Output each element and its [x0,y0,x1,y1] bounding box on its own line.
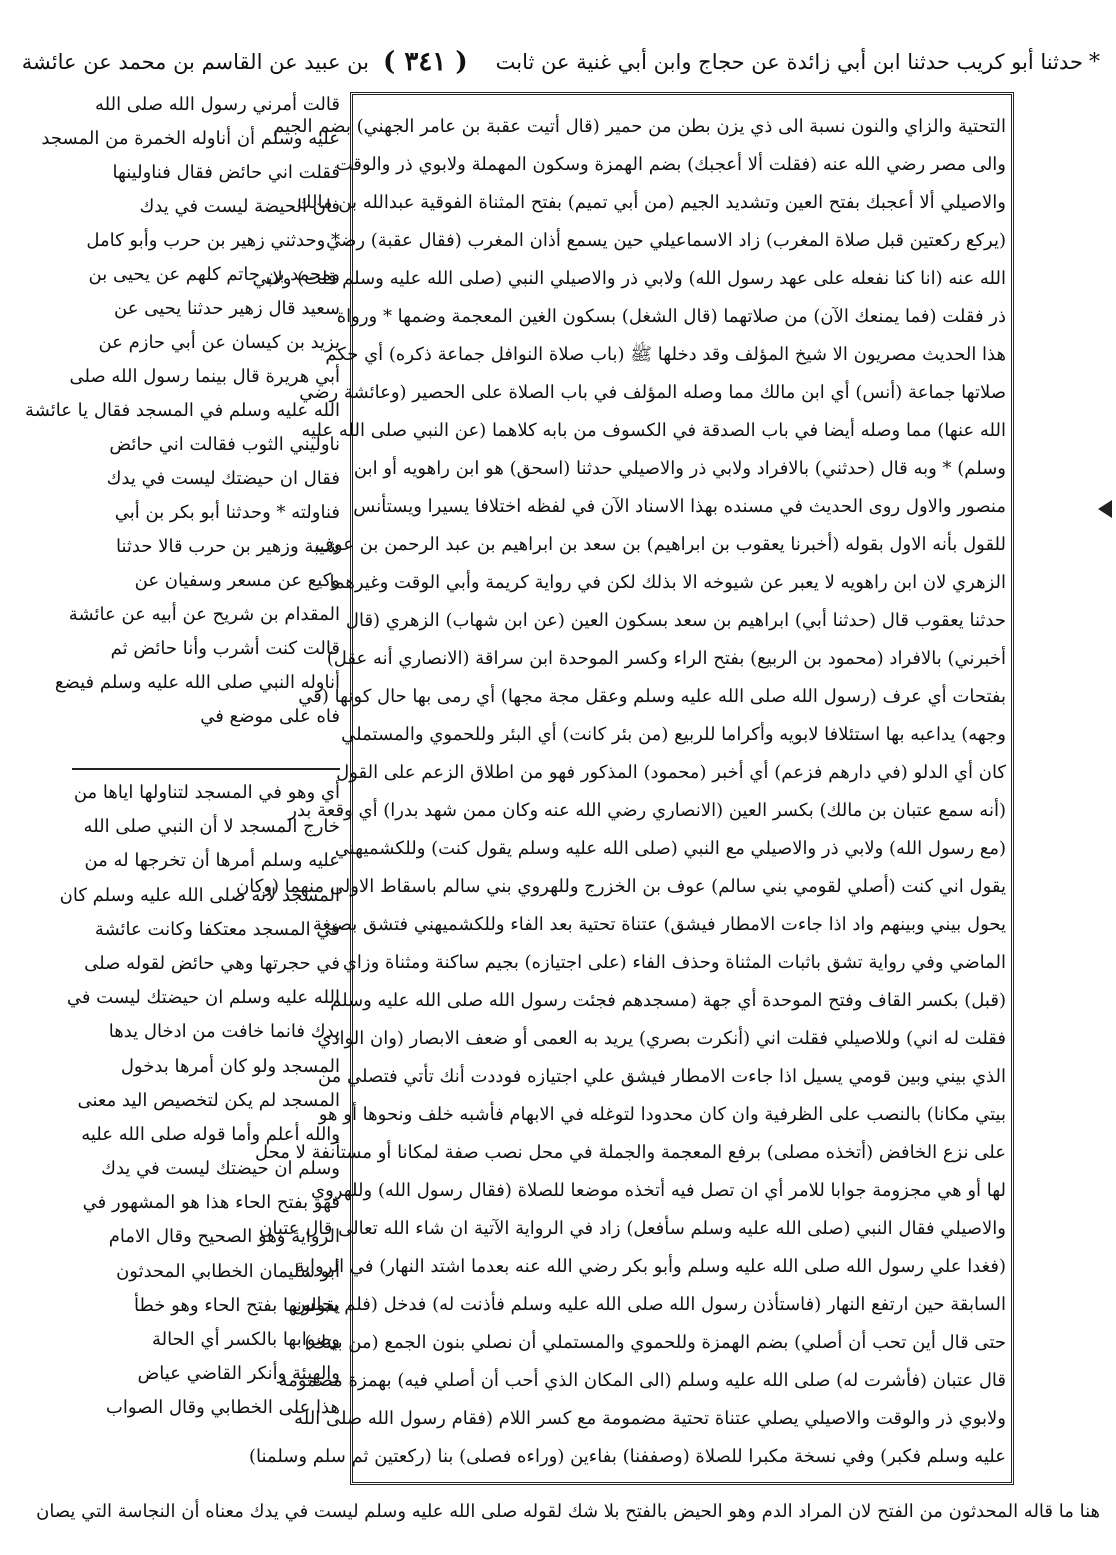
nawawi-line: هذا على الخطابي وقال الصواب [105,1397,340,1419]
commentary-line: هذا الحديث مصريون الا شيخ المؤلف وقد دخلها ﷺ (باب صلاة النوافل جماعة ذكره) أي حكم [325,344,1006,365]
commentary-line: يحول بيني وبينهم واد اذا جاءت الامطار فيشق) عتناة تحتية بعد الفاء وللكشميهني فتشق بصيغة [312,914,1006,935]
nawawi-line: الرواية وهو الصحيح وقال الامام [108,1226,340,1248]
hadith-line: قالت أمرني رسول الله صلى الله [94,94,340,115]
page-footer-line: هنا ما قاله المحدثون من الفتح لان المراد الدم وهو الحيض بالفتح بلا شك لقوله صلى الله عليه وسلم ليست في يدك معناه أن النجاسة التي يصان [36,1501,1100,1522]
nawawi-line: في حجرتها وهي حائض لقوله صلى [84,952,340,974]
commentary-line: حدثنا يعقوب قال (حدثنا أبي) ابراهيم بن سعد بسكون العين (عن ابن شهاب) الزهري (قال [345,610,1006,631]
commentary-line: عليه وسلم فكبر) وفي نسخة مكبرا للصلاة (وصففنا) بفاءين (وراءه فصلى) بنا (ركعتين ثم سلم وسلمنا) [248,1446,1006,1467]
commentary-line: يقول اني كنت (أصلي لقومي بني سالم) عوف بن الخزرج وللهروي بني سالم باسقاط الاولى منهما (وكان [236,876,1006,897]
commentary-line: أخبرني) بالافراد (محمود بن الربيع) بفتح الراء وكسر الموحدة ابن سراقة (الانصاري أنه عقل) [326,648,1006,669]
commentary-line: والاصيلي فقال النبي (صلى الله عليه وسلم سأفعل) زاد في الرواية الآتية ان شاء الله تعالى قال عتبان [259,1218,1006,1239]
nawawi-line: والهيئة وأنكر القاضي عياض [137,1363,340,1385]
commentary-line: الماضي وفي رواية تشق باثبات المثناة وحذف الفاء (على اجتيازه) بجيم ساكنة ومثناة وزاي [342,952,1006,973]
header-right-text: حدثنا أبو كريب حدثنا ابن أبي زائدة عن حجاج وابن أبي غنية عن ثابت [495,50,1083,74]
hadith-line: ناوليني الثوب فقالت اني حائض [109,434,340,455]
commentary-line: السابقة حين ارتفع النهار (فاستأذن رسول الله صلى الله عليه وسلم فأذنت له) فدخل (فلم يجلس [293,1294,1006,1315]
commentary-line: حتى قال أين تحب أن أصلي) بضم الهمزة وللحموي والمستملي أن نصلي بنون الجمع (من بيتك) [304,1332,1006,1353]
header-left-text: بن عبيد عن القاسم بن محمد عن عائشة [21,50,370,74]
nawawi-line: أي وهو في المسجد لتناولها اياها من [73,782,340,803]
commentary-line: (مع رسول الله) ولابي ذر والاصيلي مع النبي (صلى الله عليه وسلم يقول كنت) وللكشميهني [334,838,1006,859]
commentary-line: بيتي مكانا) بالنصب على الظرفية وان كان محدودا لتوغله في الابهام فأشبه خلف ونحوها أو هو [318,1104,1006,1125]
commentary-line: قال عتبان (فأشرت له) صلى الله عليه وسلم (الى المكان الذي أحب أن أصلي فيه) بهمزة مضمومة [278,1370,1006,1391]
commentary-line: منصور والاول روى الحديث في مسنده بهذا الاسناد الآن في لفظه اختلافا يسيرا ويستأنس [353,496,1006,517]
hadith-line: فاه على موضع في [200,706,340,727]
commentary-line: لها أو هي مجزومة جوابا للامر أي ان تصل فيه أتخذه موضعا للصلاة (فقال رسول الله) وللهروي [311,1180,1006,1201]
hadith-line: وكيع عن مسعر وسفيان عن [134,570,340,591]
hadith-line: المقدام بن شريح عن أبيه عن عائشة [68,604,340,625]
hadith-line: قالت كنت أشرب وأنا حائض ثم [110,638,340,659]
hadith-line: يزيد بن كيسان عن أبي حازم عن [98,332,340,353]
commentary-line: صلاتها جماعة (أنس) أي ابن مالك مما وصله المؤلف في باب الصلاة على الحصير (وعائشة رضي [299,382,1006,403]
commentary-line: والى مصر رضي الله عنه (فقلت ألا أعجبك) بضم الهمزة وسكون المهملة ولابوي ذر والوقت [335,154,1006,175]
commentary-line: الذي بيني وبين قومي يسيل اذا جاءت الامطار فيشق علي اجتيازه فوددت أنك تأتي فتصلي من [317,1066,1006,1087]
commentary-line: (أنه سمع عتبان بن مالك) بكسر العين (الانصاري رضي الله عنه وكان ممن شهد بدرا) أي وقعة بدر [288,800,1006,821]
nawawi-line: وصوابها بالكسر أي الحالة [152,1329,340,1350]
commentary-line: (يركع ركعتين قبل صلاة المغرب) زاد الاسماعيلي حين يسمع أذان المغرب (فقال عقبة) رضي [326,230,1006,251]
nawawi-line: المسجد ولو كان أمرها بدخول [120,1055,340,1077]
hadith-line: * وحدثني زهير بن حرب وأبو كامل [86,230,340,251]
header-star: * [1089,49,1100,75]
hadith-column [25,88,340,788]
commentary-line: (فغدا علي رسول الله صلى الله عليه وسلم وأبو بكر رضي الله عنه بعدما اشتد النهار) في الرواية [295,1256,1006,1277]
commentary-line: الله عنه (انا كنا نفعله على عهد رسول الله) ولابي ذر والاصيلي النبي (صلى الله عليه وسلم قلت) ولابي [252,268,1006,289]
page-number: ( ٣٤١ ) [383,47,468,77]
nawawi-line: الله عليه وسلم ان حيضتك ليست في [66,987,340,1009]
commentary-line: كان أي الدلو (في دارهم فزعم) أي أخبر (محمود) المذكور فهو من اطلاق الزعم على القول [336,762,1006,783]
commentary-line: والاصيلي ألا أعجبك بفتح العين وتشديد الجيم (من أبي تميم) بفتح المثناة الفوقية عبدالله بن مالك [296,192,1006,213]
hadith-line: أناوله النبي صلى الله عليه وسلم فيضع [54,672,340,693]
nawawi-line: خارج المسجد لا أن النبي صلى الله [83,816,340,838]
commentary-line: الله عنها) مما وصله أيضا في باب الصدقة في الكسوف من بابه كلاهما (عن النبي صلى الله عليه [301,420,1006,441]
commentary-line: ولابوي ذر والوقت والاصيلي يصلي عتناة تحتية مضمومة مع كسر اللام (فقام رسول الله صلى الله [294,1408,1006,1429]
nawawi-line: عليه وسلم أمرها أن تخرجها له من [84,850,340,872]
hadith-line: فقلت اني حائض فقال فناولينها [112,162,340,183]
nawawi-line: والله أعلم وأما قوله صلى الله عليه [81,1123,340,1145]
nawawi-commentary-column [59,776,340,1426]
hadith-line: الله عليه وسلم في المسجد فقال يا عائشة [25,400,340,421]
nawawi-line: فهو بفتح الحاء هذا هو المشهور في [82,1192,340,1214]
commentary-line: على نزع الخافض (أتخذه مصلى) برفع المعجمة والجملة في محل نصب صفة لمكانا أو مستأنفة لا محل [254,1142,1006,1163]
commentary-line: للقول بأنه الاول بقوله (أخبرنا يعقوب بن ابراهيم) بن سعد بن ابراهيم بن عبد الرحمن بن عوف [315,534,1006,555]
nawawi-line: المسجد لم يكن لتخصيص اليد معنى [77,1089,340,1111]
commentary-line: التحتية والزاي والنون نسبة الى ذي يزن بطن من حمير (قال أتيت عقبة بن عامر الجهني) بضم الجيم [273,116,1006,137]
nawawi-line: يدك فانما خافت من ادخال يدها [108,1021,340,1043]
hadith-line: أبي هريرة قال بينما رسول الله صلى [69,366,340,387]
nawawi-line: أبو سليمان الخطابي المحدثون [116,1260,340,1282]
nawawi-line: وسلم ان حيضتك ليست في يدك [101,1158,340,1180]
hadith-line: فقال ان حيضتك ليست في يدك [106,468,340,489]
commentary-line: ذر فقلت (فما يمنعك الآن) من صلاتهما (قال الشغل) بسكون الغين المعجمة وضمها * ورواة [336,306,1006,327]
commentary-line: (قبل) بكسر القاف وفتح الموحدة أي جهة (مسجدهم فجئت رسول الله صلى الله عليه وسلم [330,990,1006,1011]
commentary-line: بفتحات أي عرف (رسول الله صلى الله عليه وسلم وعقل مجة مجها) أي رمى بها حال كونها (في [298,686,1006,707]
margin-arrow-icon [1098,500,1112,518]
commentary-line: فقلت له اني) وللاصيلي فقلت اني (أنكرت بصري) يريد به العمى أو ضعف الابصار (وان الوادي [317,1028,1006,1049]
nawawi-line: المسجد لانه صلى الله عليه وسلم كان [59,884,340,906]
hadith-line: فان الحيضة ليست في يدك [139,196,340,217]
hadith-line: سعيد قال زهير حدثنا يحيى عن [114,298,340,319]
commentary-line: وجهه) يداعبه بها استئلافا لابويه وأكراما للربيع (من بئر كانت) أي البئر وللحموي والمستملي [341,724,1006,745]
commentary-line: الزهري لان ابن راهويه لا يعبر عن شيوخه الا بذلك لكن في رواية كريمة وأبي الوقت وغيرهما [329,572,1006,593]
nawawi-line: في المسجد معتكفا وكانت عائشة [94,918,340,940]
page-header [21,40,1100,84]
column-divider [72,768,340,770]
hadith-line: ومحمد بن حاتم كلهم عن يحيى بن [88,264,340,285]
commentary-line: وسلم) * وبه قال (حدثني) بالافراد ولابي ذر والاصيلي حدثنا (اسحق) هو ابن راهويه أو ابن [353,458,1006,479]
hadith-line: شيبة وزهير بن حرب قالا حدثنا [115,536,340,557]
hadith-line: فناولته * وحدثنا أبو بكر بن أبي [114,502,340,523]
nawawi-line: يقولونها بفتح الحاء وهو خطأ [134,1294,340,1316]
hadith-line: عليه وسلم أن أناوله الخمرة من المسجد [41,128,340,149]
